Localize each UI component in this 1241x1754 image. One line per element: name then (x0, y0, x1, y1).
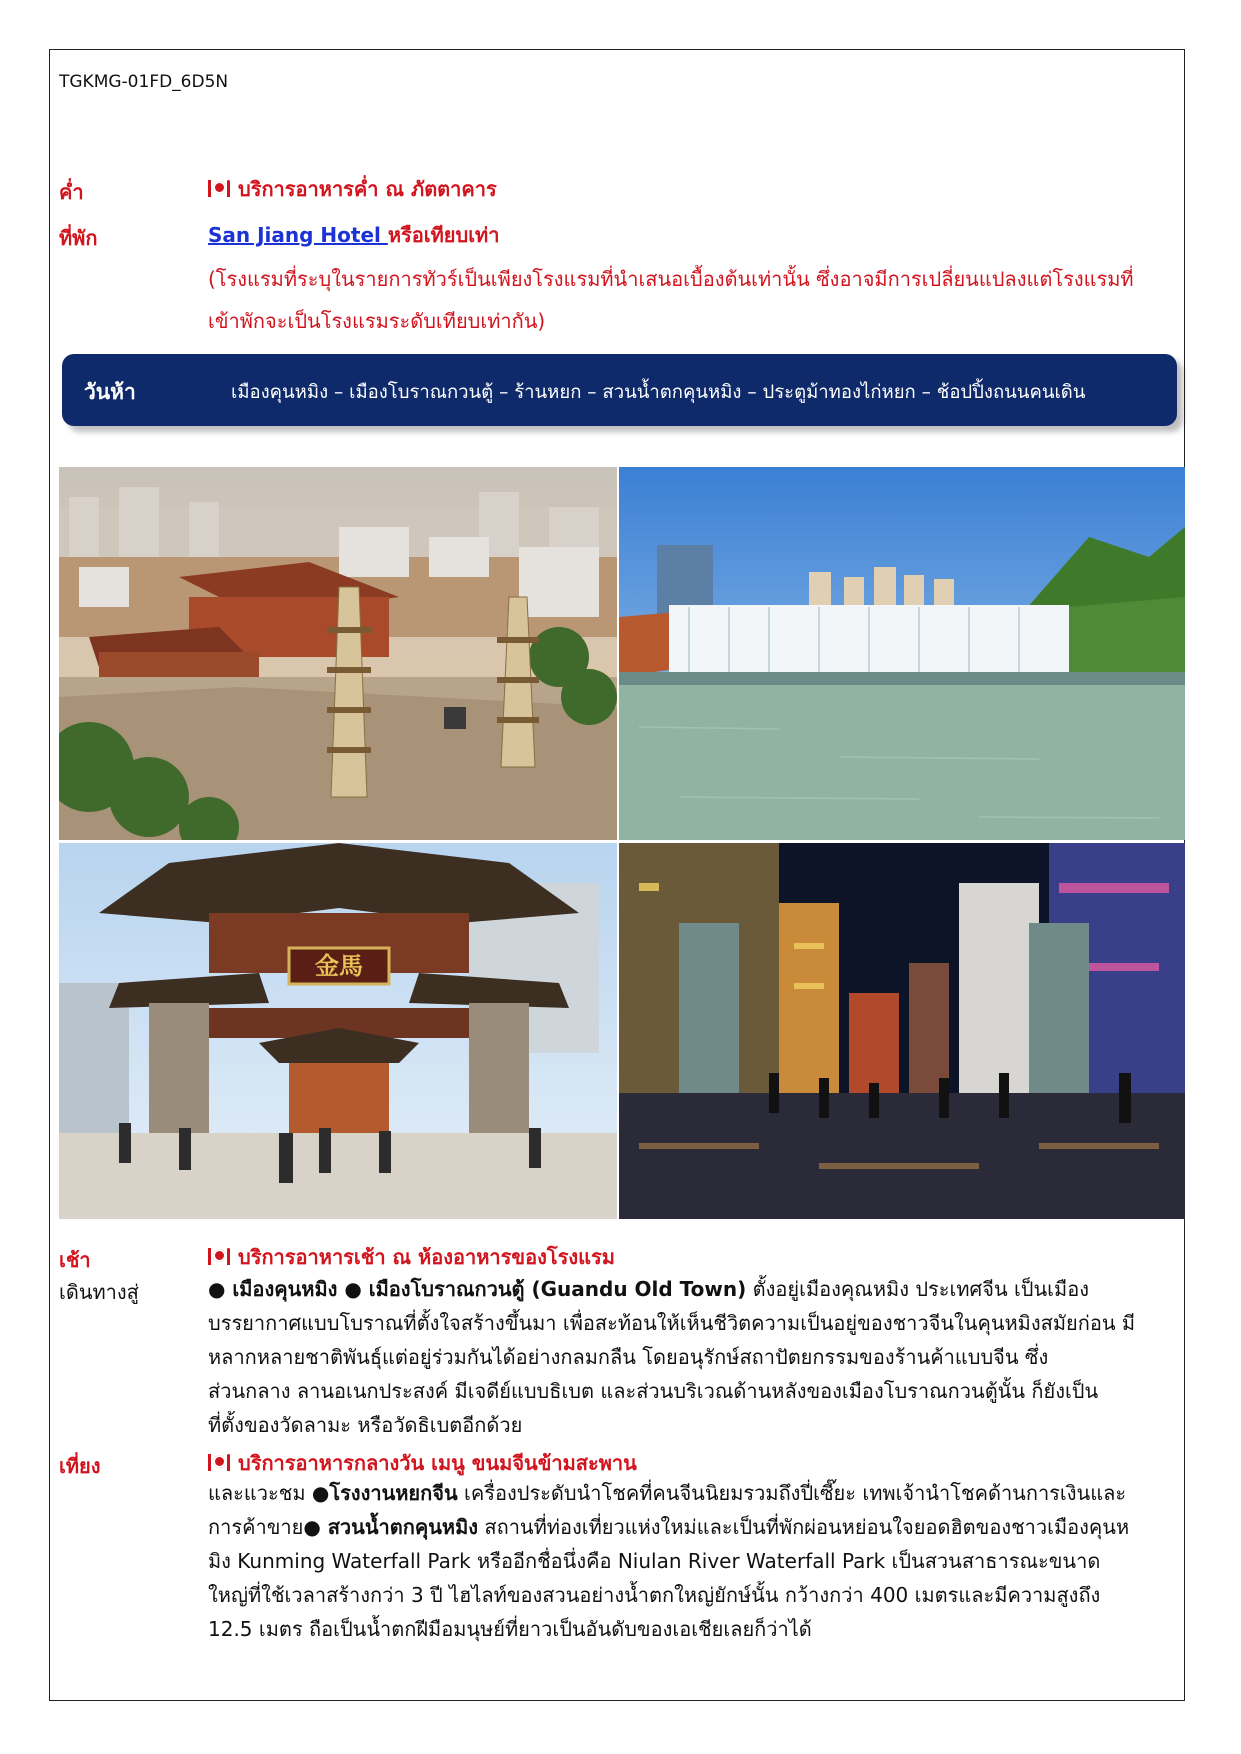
waterfall-park-highlight: ● สวนน้ำตกคุนหมิง (303, 1515, 479, 1539)
travel-line: ส่วนกลาง ลานอเนกประสงค์ มีเจดีย์แบบธิเบต และส่วนบริเวณด้านหลังของเมืองโบราณกวนตู้นั้น ก็ยังเป็น (208, 1379, 1099, 1403)
lunch-description: บริการอาหารกลางวัน เมนู ขนมจีนข้ามสะพาน (238, 1451, 637, 1475)
travel-label: เดินทางสู่ (59, 1280, 139, 1304)
gate-plaque-text: 金馬 (315, 951, 363, 980)
photo-pedestrian-street-night (619, 843, 1185, 1219)
hotel-info (208, 218, 1179, 252)
dinner-description: บริการอาหารค่ำ ณ ภัตตาคาร (238, 177, 497, 201)
travel-line: ตั้งอยู่เมืองคุณหมิง ประเทศจีน เป็นเมือง (752, 1277, 1089, 1301)
jade-factory-highlight: ●โรงงานหยกจีน (311, 1481, 458, 1505)
breakfast-description: บริการอาหารเช้า ณ ห้องอาหารของโรงแรม (238, 1245, 615, 1269)
breakfast-text (208, 1240, 1179, 1274)
hotel-note-text (208, 262, 1179, 338)
lunch-line-part: เครื่องประดับนำโชคที่คนจีนนิยมรวมถึงปี่เซี๊ยะ เทพเจ้านำโชคด้านการเงินและ (457, 1481, 1127, 1505)
day-five-banner (62, 354, 1177, 426)
hotel-note-line: (โรงแรมที่ระบุในรายการทัวร์เป็นเพียงโรงแรมที่นำเสนอเบื้องต้นเท่านั้น ซึ่งอาจมีการเปลี่ยนแปลงแต่โรงแรมที่ (208, 267, 1134, 291)
photo-grid (59, 467, 1185, 1219)
lunch-text (208, 1446, 1179, 1480)
breakfast-label: เช้า (59, 1248, 91, 1272)
lunch-line: มิง Kunming Waterfall Park หรืออีกชื่อนึ่งคือ Niulan River Waterfall Park เป็นสวนสาธารณะขนาด (208, 1549, 1101, 1573)
lunch-line-part: การค้าขาย (208, 1515, 304, 1539)
travel-highlight: ● เมืองคุนหมิง ● เมืองโบราณกวนตู้ (Guandu Old Town) (208, 1277, 747, 1301)
travel-line: ที่ตั้งของวัดลามะ หรือวัดธิเบตอีกด้วย (208, 1413, 523, 1437)
travel-line: หลากหลายชาติพันธุ์แต่อยู่ร่วมกันได้อย่างกลมกลืน โดยอนุรักษ์สถาปัตยกรรมของร้านค้าแบบจีน ซึ่ง (208, 1345, 1049, 1369)
lunch-label: เที่ยง (59, 1454, 101, 1478)
lunch-line: ใหญ่ที่ใช้เวลาสร้างกว่า 3 ปี ไฮไลท์ของสวนอย่างน้ำตกใหญ่ยักษ์นั้น กว้างกว่า 400 เมตรและมีความสูงถึง (208, 1583, 1101, 1607)
photo-guandu-pagodas (59, 467, 617, 840)
photo-golden-horse-gate (59, 843, 617, 1219)
dining-icon (208, 1248, 230, 1266)
travel-line: บรรยากาศแบบโบราณที่ตั้งใจสร้างขึ้นมา เพื่อสะท้อนให้เห็นชีวิตความเป็นอยู่ของชาวจีนในคุนหมิงสมัยก่อน มี (208, 1311, 1136, 1335)
lunch-line-part: สถานที่ท่องเที่ยวแห่งใหม่และเป็นที่พักผ่อนหย่อนใจยอดฮิตของชาวเมืองคุนห (478, 1515, 1130, 1539)
hotel-suffix: หรือเทียบเท่า (387, 223, 500, 247)
dinner-text (208, 172, 1179, 206)
dining-icon (208, 180, 230, 198)
lunch-line: 12.5 เมตร ถือเป็นน้ำตกฝีมือมนุษย์ที่ยาวเป็นอันดับของเอเชียเลยก็ว่าได้ (208, 1617, 812, 1641)
lunch-paragraph (208, 1476, 1185, 1646)
hotel-label: ที่พัก (59, 226, 98, 250)
dinner-label: ค่ำ (59, 180, 84, 204)
dining-icon (208, 1454, 230, 1472)
photo-kunming-waterfall (619, 467, 1185, 840)
hotel-link[interactable]: San Jiang Hotel (208, 223, 388, 247)
travel-paragraph (208, 1272, 1185, 1442)
document-code: TGKMG-01FD_6D5N (59, 72, 229, 92)
hotel-note-line: เข้าพักจะเป็นโรงแรมระดับเทียบเท่ากัน) (208, 309, 546, 333)
lunch-line-part: และแวะชม (208, 1481, 312, 1505)
day-label: วันห้า (84, 380, 136, 404)
day-route: เมืองคุนหมิง – เมืองโบราณกวนตู้ – ร้านหยก – สวนน้ำตกคุนหมิง – ประตูม้าทองไก่หยก – ช้อปปิ้งถนนคนเดิน (231, 382, 1086, 403)
